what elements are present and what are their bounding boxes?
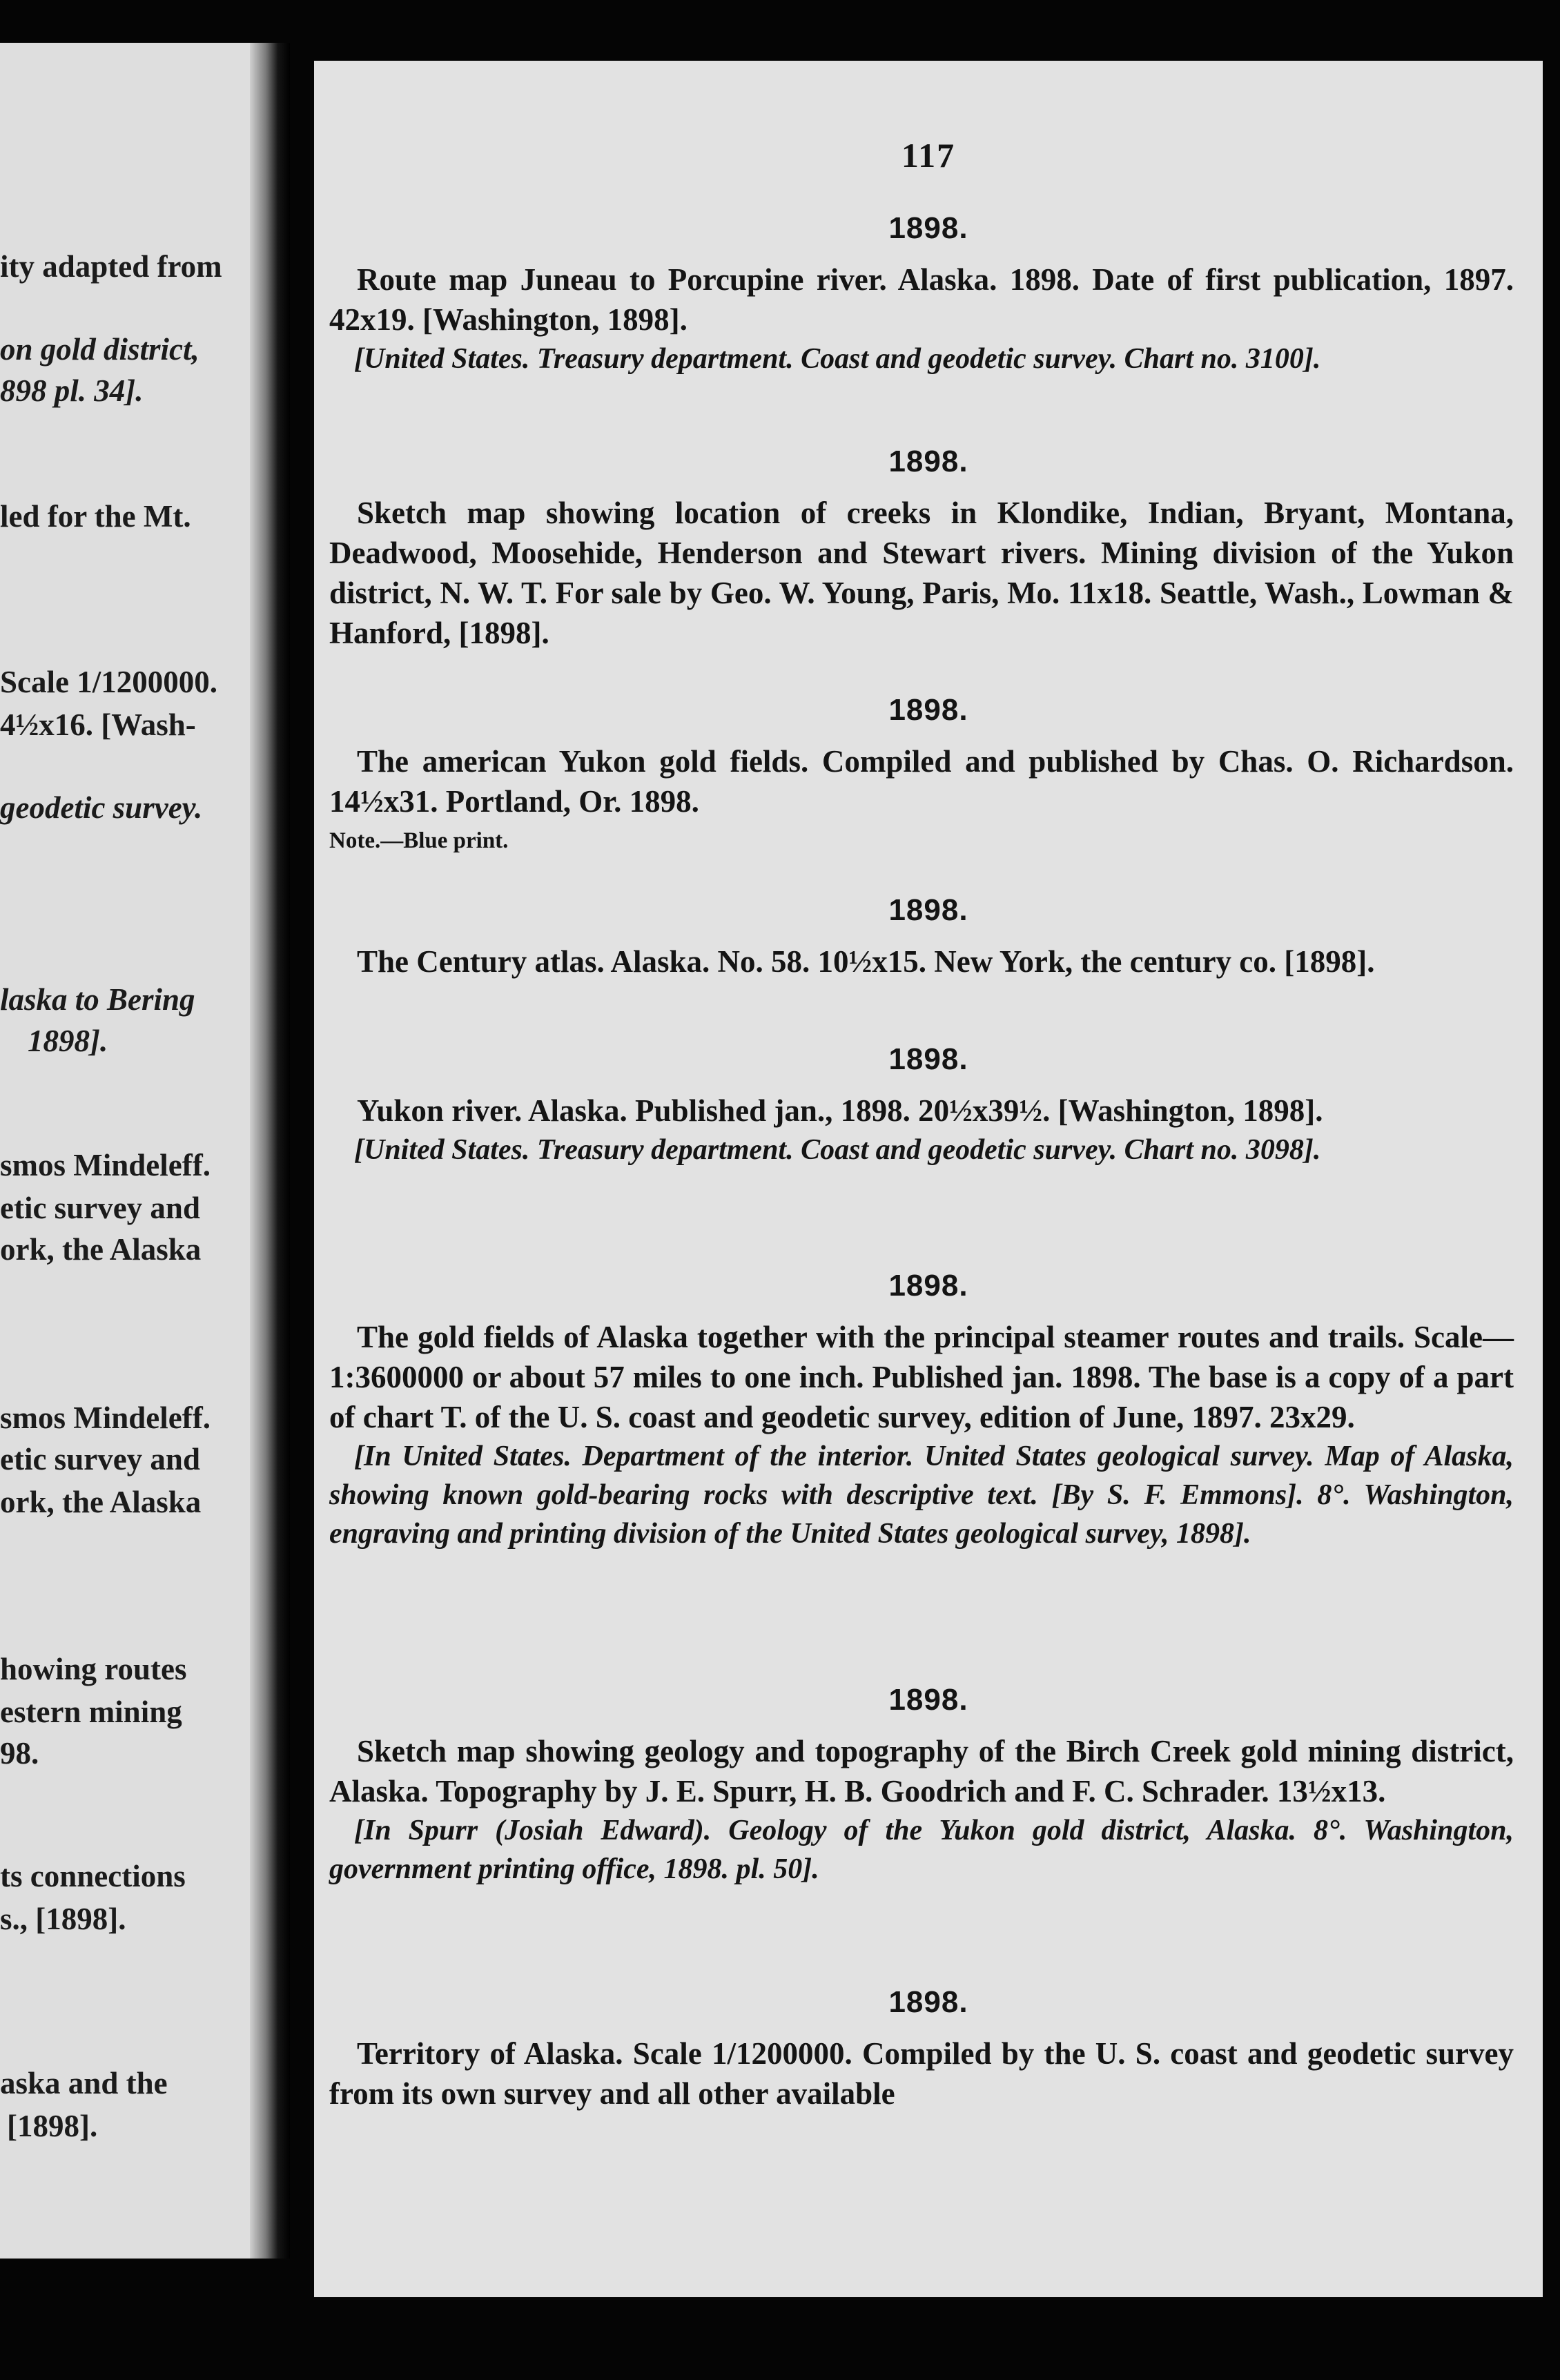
- entry-text: Route map Juneau to Porcupine river. Alaska. 1898. Date of first publication, 1897. 42x19. [Washington, 1898].: [329, 262, 1514, 337]
- left-text-fragment: ork, the Alaska: [0, 1485, 202, 1519]
- left-text-fragment: howing routes: [0, 1652, 187, 1686]
- bibliography-entry: [314, 1042, 1543, 1169]
- bibliography-entry: [314, 211, 1543, 378]
- entry-text: The gold fields of Alaska together with the principal steamer routes and trails. Scale—1:3600000 or about 57 miles to one inch. Published jan. 1898. The base is a copy of a part of chart T. of the U. S. coast and geodetic survey, edition of June, 1897. 23x29.: [329, 1320, 1514, 1434]
- left-text-fragment: 98.: [0, 1736, 39, 1771]
- left-text-fragment: laska to Bering: [0, 982, 195, 1017]
- bibliography-entry: [314, 1683, 1543, 1889]
- left-text-fragment: Scale 1/1200000.: [0, 665, 217, 699]
- bibliography-entry: [314, 1269, 1543, 1553]
- left-text-fragment: geodetic survey.: [0, 790, 203, 825]
- entry-note: [United States. Treasury department. Coast and geodetic survey. Chart no. 3098].: [354, 1134, 1321, 1166]
- entry-year: 1898.: [888, 693, 968, 727]
- left-text-fragment: estern mining: [0, 1695, 182, 1729]
- left-text-fragment: smos Mindeleff.: [0, 1148, 211, 1182]
- left-text-fragment: ork, the Alaska: [0, 1232, 202, 1267]
- left-text-fragment: ity adapted from: [0, 249, 222, 284]
- left-text-fragment: etic survey and: [0, 1191, 200, 1225]
- entry-text: Sketch map showing location of creeks in Klondike, Indian, Bryant, Montana, Deadwood, Moosehide, Henderson and Stewart rivers. Mining division of the Yukon district, N. W. T. For sale by Geo. W. Young, Paris, Mo. 11x18. Seattle, Wash., Lowman & Hanford, [1898].: [329, 496, 1514, 650]
- entry-text: The Century atlas. Alaska. No. 58. 10½x15. New York, the century co. [1898].: [357, 944, 1375, 979]
- left-text-fragment: smos Mindeleff.: [0, 1401, 211, 1435]
- entry-year: 1898.: [888, 211, 968, 245]
- left-text-fragment: 4½x16. [Wash-: [0, 708, 196, 742]
- page: [314, 61, 1543, 2297]
- left-text-fragment: 1898].: [28, 1024, 108, 1058]
- left-facing-page: [0, 43, 279, 2259]
- left-text-fragment: on gold district,: [0, 332, 199, 367]
- entry-year: 1898.: [888, 1683, 968, 1717]
- entry-text: The american Yukon gold fields. Compiled and published by Chas. O. Richardson. 14½x31. Portland, Or. 1898.: [329, 744, 1514, 819]
- page-number: 117: [901, 136, 956, 175]
- entry-year: 1898.: [888, 893, 968, 927]
- bibliography-entry: [314, 693, 1543, 854]
- entry-year: 1898.: [888, 1985, 968, 2019]
- left-text-fragment: 898 pl. 34].: [0, 373, 144, 408]
- entry-note: [In Spurr (Josiah Edward). Geology of the Yukon gold district, Alaska. 8°. Washington, government printing office, 1898. pl. 50].: [329, 1815, 1514, 1885]
- entry-text: Territory of Alaska. Scale 1/1200000. Compiled by the U. S. coast and geodetic survey from its own survey and all other available: [329, 2036, 1514, 2111]
- entry-year: 1898.: [888, 445, 968, 478]
- left-text-fragment: [1898].: [7, 2109, 98, 2143]
- book-gutter: [250, 43, 290, 2259]
- entry-note: [United States. Treasury department. Coast and geodetic survey. Chart no. 3100].: [354, 343, 1321, 375]
- bibliography-entry: [314, 893, 1543, 982]
- left-text-fragment: ts connections: [0, 1859, 186, 1893]
- left-text-fragment: s., [1898].: [0, 1902, 126, 1936]
- bibliography-entry: [314, 445, 1543, 653]
- entry-year: 1898.: [888, 1042, 968, 1076]
- bibliography-entry: [314, 1985, 1543, 2114]
- entry-small-note: Note.—Blue print.: [329, 828, 509, 853]
- left-text-fragment: etic survey and: [0, 1442, 200, 1476]
- entry-year: 1898.: [888, 1269, 968, 1303]
- entry-text: Yukon river. Alaska. Published jan., 1898. 20½x39½. [Washington, 1898].: [357, 1093, 1323, 1128]
- entry-text: Sketch map showing geology and topography of the Birch Creek gold mining district, Alaska. Topography by J. E. Spurr, H. B. Goodrich and F. C. Schrader. 13½x13.: [329, 1734, 1514, 1808]
- left-text-fragment: aska and the: [0, 2066, 168, 2100]
- entry-note: [In United States. Department of the interior. United States geological survey. Map of Alaska, showing known gold-bearing rocks with descriptive text. [By S. F. Emmons]. 8°. Washington, engraving and printing division of the United States geological survey, 1898].: [329, 1441, 1514, 1550]
- left-text-fragment: led for the Mt.: [0, 499, 191, 534]
